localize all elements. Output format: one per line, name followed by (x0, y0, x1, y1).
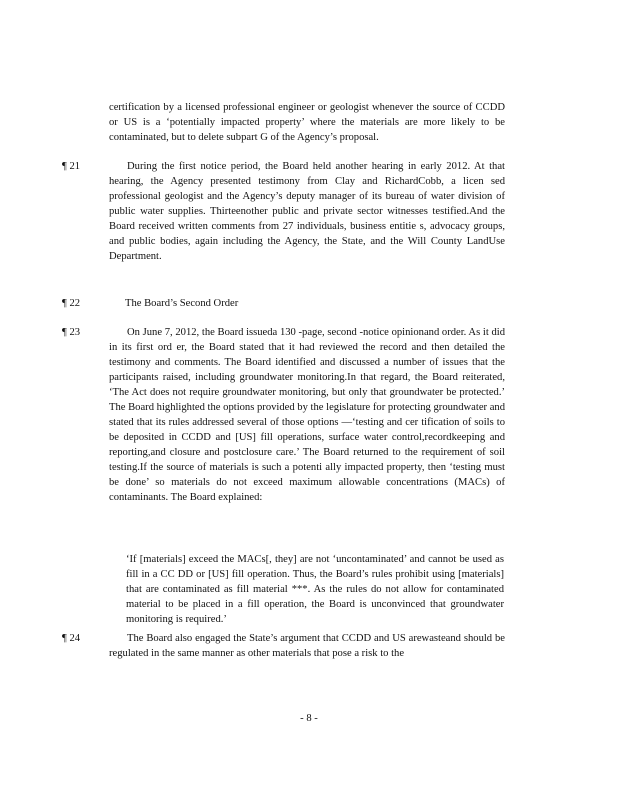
block-quote-text: ‘If [materials] exceed the MACs[, they] are not ‘uncontaminated’ and cannot be used as fill in a CC DD or [US] fill operation. Thus, the Board’s rules prohibit using [materials] that are contaminated as fill material ***. As the rules do not allow for contaminated material to be placed in a fill operation, the Board is unconvinced that groundwater monitoring is required.’ (126, 553, 504, 625)
block-quote (126, 541, 504, 637)
paragraph-24-text: The Board also engaged the State’s argument that CCDD and US arewasteand should be regulated in the same manner as other materials that pose a risk to the (109, 633, 505, 659)
paragraph-number-21: ¶ 21 (62, 161, 81, 172)
paragraph-number-22: ¶ 22 (62, 298, 81, 309)
page-number: - 8 - (300, 713, 318, 724)
paragraph-continuation (109, 100, 505, 145)
paragraph-23 (109, 325, 505, 505)
paragraph-23-text: On June 7, 2012, the Board issueda 130 -page, second -notice opinionand order. As it did in its first ord er, the Board stated that it had reviewed the record and then detailed the testimony and comments. The Board identified and discussed a number of issues that the participants raised, including groundwater monitoring.In that regard, the Board reiterated, ‘The Act does not require groundwater monitoring, but only that groundwater be protected.’ The Board highlighted the options provided by the legislature for protecting groundwater and stated that its rules addressed several of those options —‘testing and cer tification of soils to be deposited in CCDD and [US] fill operations, surface water control,recordkeeping and reporting,and closure and postclosure care.’ The Board returned to the requirement of soil testing.If the source of materials is such a potenti ally impacted property, then ‘testing must be done’ so materials do not exceed maximum allowable concentrations (MACs) of contaminants. The Board explained: (109, 327, 505, 503)
paragraph-continuation-text: certification by a licensed professional engineer or geologist whenever the source of CCDD or US is a ‘potentially impacted property’ where the materials are more likely to be contaminated, but to delete subpart G of the Agency’s proposal. (109, 102, 505, 143)
paragraph-number-24: ¶ 24 (62, 633, 81, 644)
paragraph-21 (109, 159, 505, 264)
section-heading: The Board’s Second Order (125, 298, 239, 309)
paragraph-21-text: During the first notice period, the Board held another hearing in early 2012. At that hearing, the Agency presented testimony from Clay and RichardCobb, a licen sed professional geologist and the Agency’s deputy manager of its bureau of water division of public water supplies. Thirteenother public and private sector witnesses testified.And the Board received written comments from 27 individuals, business entitie s, advocacy groups, and public bodies, again including the Agency, the State, and the Will County LandUse Department. (109, 161, 505, 262)
paragraph-24 (109, 631, 505, 661)
paragraph-number-23: ¶ 23 (62, 327, 81, 338)
